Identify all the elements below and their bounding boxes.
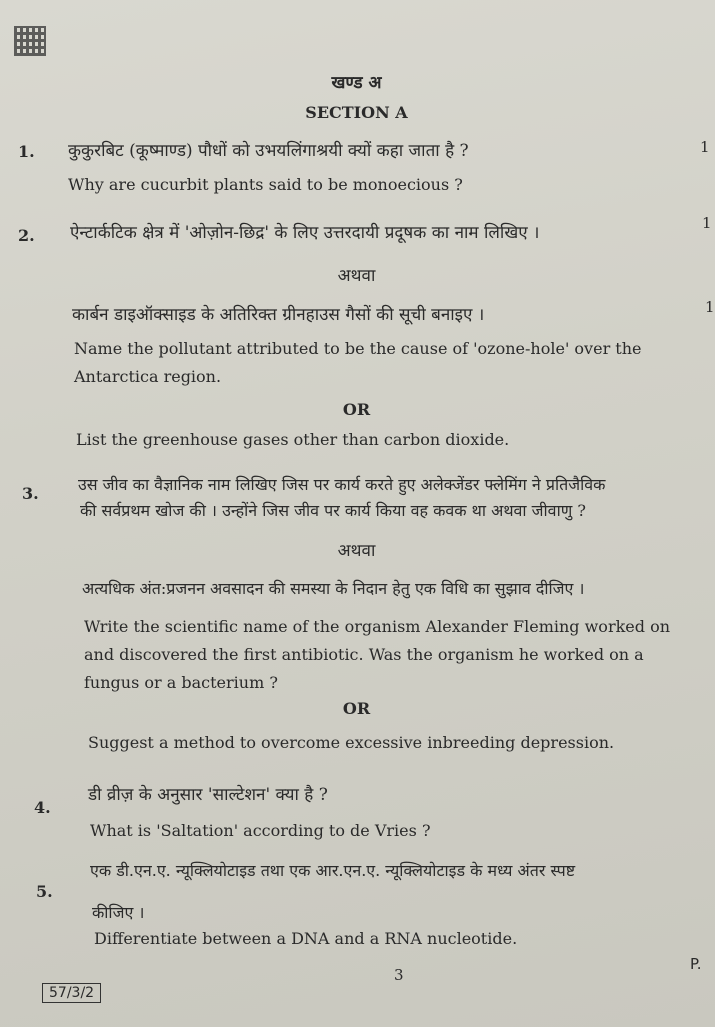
question-text-english: Write the scientific name of the organism Alexander Fleming worked on	[84, 617, 671, 636]
question-text-hindi: उस जीव का वैज्ञानिक नाम लिखिए जिस पर कार्य करते हुए अलेक्जेंडर फ्लेमिंग ने प्रतिजैविक	[78, 475, 606, 494]
page-number: 3	[394, 966, 404, 984]
or-label-hindi: अथवा	[337, 541, 376, 561]
question-text-hindi: कीजिए ।	[92, 903, 145, 922]
question-text-english: What is 'Saltation' according to de Vries ?	[90, 821, 431, 840]
question-number: 3.	[22, 484, 39, 503]
section-heading: SECTION A	[305, 103, 408, 122]
qr-code-icon	[14, 26, 46, 56]
question-text-english: and discovered the first antibiotic. Was the organism he worked on a	[84, 645, 644, 664]
question-alt-hindi: अत्यधिक अंत:प्रजनन अवसादन की समस्या के निदान हेतु एक विधि का सुझाव दीजिए ।	[82, 579, 585, 598]
question-text-english: Differentiate between a DNA and a RNA nucleotide.	[94, 929, 518, 948]
paper-code: 57/3/2	[42, 983, 101, 1003]
question-text-hindi: कुकुरबिट (कूष्माण्ड) पौधों को उभयलिंगाश्रयी क्यों कहा जाता है ?	[68, 141, 469, 161]
question-number: 2.	[18, 226, 35, 245]
question-text-english: Name the pollutant attributed to be the cause of 'ozone-hole' over the	[74, 339, 642, 358]
question-number: 5.	[36, 882, 53, 901]
question-text-hindi: ऐन्टार्कटिक क्षेत्र में 'ओज़ोन-छिद्र' के लिए उत्तरदायी प्रदूषक का नाम लिखिए ।	[70, 223, 540, 243]
question-text-hindi: डी व्रीज़ के अनुसार 'साल्टेशन' क्या है ?	[88, 785, 328, 805]
question-text-english: Why are cucurbit plants said to be monoecious ?	[68, 175, 463, 194]
or-label: OR	[342, 699, 371, 718]
question-text-hindi: की सर्वप्रथम खोज की । उन्होंने जिस जीव पर कार्य किया वह कवक था अथवा जीवाणु ?	[80, 501, 586, 520]
question-alt-english: List the greenhouse gases other than carbon dioxide.	[76, 430, 510, 449]
question-text-hindi: एक डी.एन.ए. न्यूक्लियोटाइड तथा एक आर.एन.ए. न्यूक्लियोटाइड के मध्य अंतर स्पष्ट	[90, 861, 576, 880]
marks-label: 1	[702, 214, 712, 232]
marks-label-alt: 1	[705, 298, 715, 316]
question-alt-english: Suggest a method to overcome excessive inbreeding depression.	[88, 733, 615, 752]
marks-label: 1	[700, 138, 710, 156]
question-alt-hindi: कार्बन डाइऑक्साइड के अतिरिक्त ग्रीनहाउस गैसों की सूची बनाइए ।	[72, 305, 485, 325]
question-number: 1.	[18, 142, 35, 161]
pto-label: P.	[690, 955, 702, 973]
or-label: OR	[342, 400, 371, 419]
question-number: 4.	[34, 798, 51, 817]
or-label-hindi: अथवा	[337, 266, 376, 286]
question-text-english: Antarctica region.	[74, 367, 222, 386]
question-text-english: fungus or a bacterium ?	[84, 673, 278, 692]
section-heading-hindi: खण्ड अ	[331, 73, 382, 93]
